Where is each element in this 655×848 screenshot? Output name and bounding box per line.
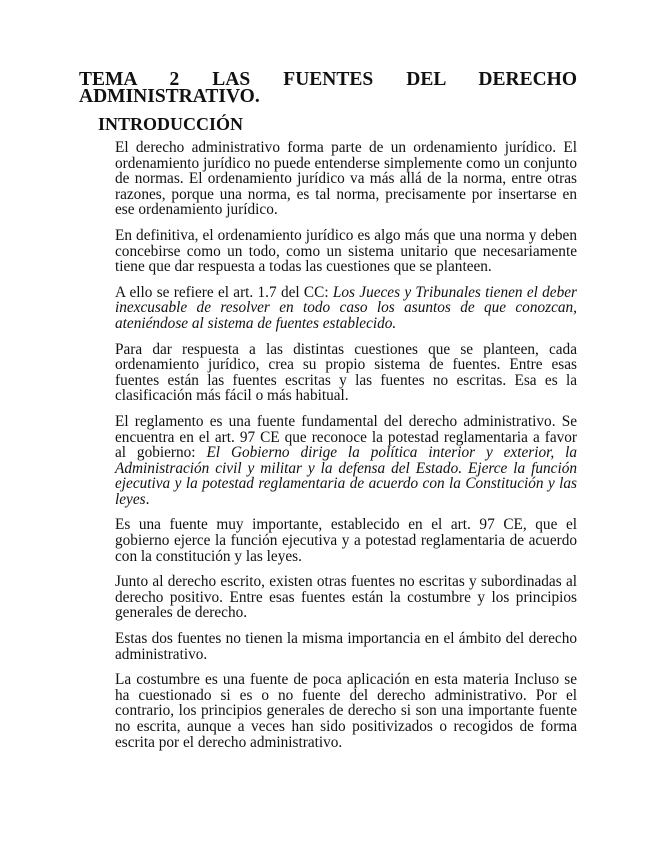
paragraph-6: Estas dos fuentes no tienen la misma importancia en el ámbito del derecho administrativo. xyxy=(115,630,577,663)
paragraph-7: La costumbre es una fuente de poca aplicación en esta materia Incluso se ha cuestionado si es o no fuente del derecho administrativo. Por el contrario, los principios generales de derecho si son una importante fuente no escrita, aunque a veces han sido positivizados o recogidos de forma escrita por el derecho administrativo. xyxy=(115,671,577,751)
paragraph-3: Para dar respuesta a las distintas cuestiones que se planteen, cada ordenamiento jurídico, crea su propio sistema de fuentes. Entre esas fuentes están las fuentes escritas y las fuentes no escritas. Esa es la clasificación más fácil o más habitual. xyxy=(115,340,577,405)
paragraph-1: El derecho administrativo forma parte de un ordenamiento jurídico. El ordenamiento jurídico no puede entenderse simplemente como un conjunto de normas. El ordenamiento jurídico va más allá de la norma, entre otras razones, porque una norma, es tal norma, precisamente por insertarse en ese ordenamiento jurídico. xyxy=(115,139,577,219)
document-title xyxy=(79,71,577,105)
art17-lead: A ello se refiere el art. 1.7 del CC: xyxy=(115,283,333,301)
title-line-2: ADMINISTRATIVO. xyxy=(79,86,260,107)
art17-quote: Los Jueces y Tribunales tienen el deber inexcusable de resolver en todo caso los asuntos de que conozcan, ateniéndose al sistema de fuentes establecido. xyxy=(115,283,577,332)
reglamento-quote: El Gobierno dirige la política interior y exterior, la Administración civil y militar y la defensa del Estado. Ejerce la función ejecutiva y la potestad reglamentaria de acuerdo con la Constitución y las leyes xyxy=(115,444,577,508)
title-line-1: TEMA 2 LAS FUENTES DEL DERECHO xyxy=(79,69,577,90)
reglamento-tail: . xyxy=(145,490,150,508)
reglamento-lead: El reglamento es una fuente fundamental del derecho administrativo. Se encuentra en el art. 97 CE que reconoce la potestad reglamentaria a favor al gobierno: xyxy=(115,412,577,462)
paragraph-2: En definitiva, el ordenamiento jurídico es algo más que una norma y deben concebirse como un todo, como un sistema unitario que necesariamente tiene que dar respuesta a todas las cuestiones que se planteen. xyxy=(115,226,577,276)
paragraph-reglamento xyxy=(115,414,577,508)
paragraph-art-1-7 xyxy=(115,285,577,332)
section-heading: INTRODUCCIÓN xyxy=(98,114,244,134)
document-body xyxy=(115,140,577,760)
paragraph-5: Junto al derecho escrito, existen otras fuentes no escritas y subordinadas al derecho positivo. Entre esas fuentes están la costumbre y los principios generales de derecho. xyxy=(115,573,577,622)
paragraph-4: Es una fuente muy importante, establecido en el art. 97 CE, que el gobierno ejerce la función ejecutiva y a potestad reglamentaria de acuerdo con la constitución y las leyes. xyxy=(115,516,577,565)
